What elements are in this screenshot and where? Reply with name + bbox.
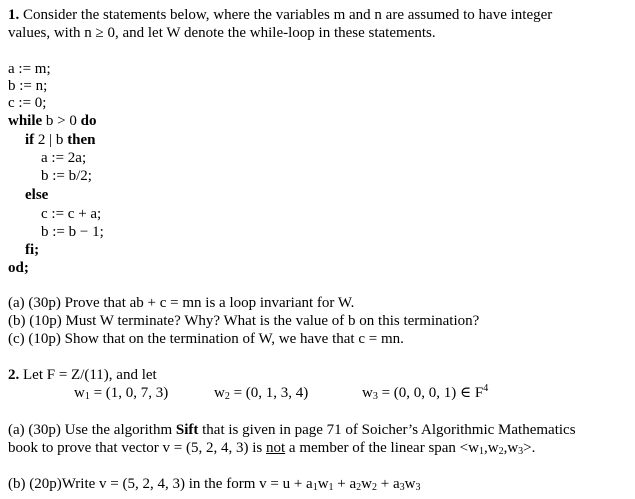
vector-w1: $w_1 = (1$, 0, 7, 3) — [74, 385, 169, 402]
problem1-intro-line2: values, with n ≥ 0, and let W denote the while-loop in these statements. — [8, 25, 436, 41]
problem1-part-a: (a) (30p) Prove that ab + c = mn is a loop invariant for W. — [8, 295, 355, 311]
if-condition: 2 | b — [37, 132, 64, 148]
problem2-number: 2. — [8, 367, 20, 383]
keyword-od: od; — [8, 260, 29, 276]
code-else-c: c := c + a; — [41, 206, 102, 222]
code-if-line — [25, 131, 96, 149]
vector-w2: $w_2 = (0$, 1, 3, 4) — [214, 385, 309, 402]
underlined-not: not — [266, 440, 286, 456]
problem2-part-a-line1: (a) (30p) Use the algorithm Sift that is given in page 71 of Soicher’s Algorithmic Mathematics — [8, 422, 576, 438]
keyword-fi: fi; — [25, 242, 40, 258]
code-assign-a: a := m; — [8, 61, 51, 77]
code-then-b: b := b/2; — [41, 168, 92, 184]
while-condition: b > 0 — [45, 113, 77, 129]
keyword-then: then — [67, 132, 96, 148]
problem1-part-b: (b) (10p) Must W terminate? Why? What is the value of b on this termination? — [8, 313, 480, 329]
problem1-number: 1. — [8, 7, 20, 23]
keyword-else: else — [25, 187, 49, 203]
code-assign-b: b := n; — [8, 78, 48, 94]
problem1-intro-line1 — [8, 6, 552, 24]
keyword-if: if — [25, 132, 35, 148]
keyword-do: do — [80, 113, 97, 129]
code-else-b: b := b − 1; — [41, 224, 104, 240]
problem2-intro — [8, 366, 157, 384]
problem2-part-a-line2: book to prove that vector v = (5, 2, 4, 3) is not a member of the linear span $<w_1,w_2,w_3>$. — [8, 440, 536, 457]
problem1-intro-text: Consider the statements below, where the variables m and n are assumed to have integer — [23, 7, 553, 23]
code-assign-c: c := 0; — [8, 95, 47, 111]
code-while-line — [8, 112, 96, 130]
problem2-intro-text: Let F = Z/(11), and let — [23, 367, 157, 383]
problem1-part-c: (c) (10p) Show that on the termination of W, we have that c = mn. — [8, 331, 404, 347]
sift-algorithm-name: Sift — [175, 422, 199, 438]
vector-w3: $w_3 = (0$, 0, 0, 1) ∈ $F^4$ — [362, 383, 489, 402]
problem2-part-b: (b) (20p)Write v = (5, 2, 4, 3) in the form $v = u + a_1w_1 + a_2w_2 + a_3w_3$ — [8, 476, 421, 493]
keyword-while: while — [8, 113, 43, 129]
code-then-a: a := 2a; — [41, 150, 87, 166]
